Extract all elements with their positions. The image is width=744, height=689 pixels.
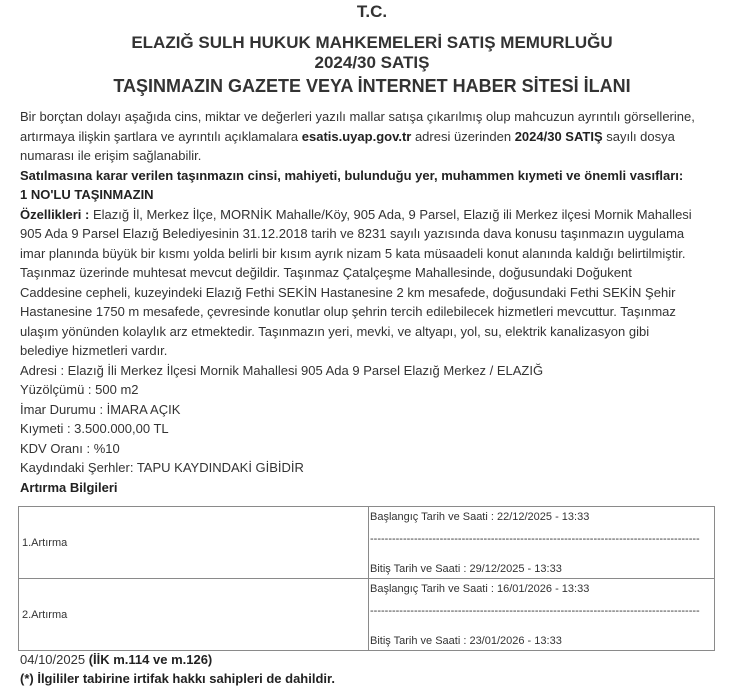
- announcement-date: 04/10/2025: [20, 652, 89, 667]
- section-heading: Satılmasına karar verilen taşınmazın cinsi, mahiyeti, bulunduğu yer, muhammen kıymeti ve önemli vasıfları:: [20, 168, 684, 183]
- auction-table: [18, 506, 715, 651]
- auction-heading: Artırma Bilgileri: [20, 480, 118, 495]
- features-line-3: imar planında büyük bir kısmı yolda belirli bir kısım ayrık nizam 5 kata müsaadeli konut alanında kaldığı belirtilmiştir.: [20, 246, 686, 261]
- footer-date-line: [20, 650, 730, 670]
- file-heading: 2024/30 SATIŞ: [314, 53, 430, 72]
- law-reference: (İİK m.114 ve m.126): [88, 652, 213, 667]
- value-line: Kıymeti : 3.500.000,00 TL: [20, 421, 169, 436]
- features-line-7: ulaşım yönünden kolaylık arz etmektedir. Taşınmazın yeri, mevki, ve altyapı, yol, su, elektrik kanalizasyon gibi: [20, 324, 650, 339]
- intro-line-1: Bir borçtan dolayı aşağıda cins, miktar ve değerleri yazılı mallar satışa çıkarılmış olup mahcuzun ayrıntılı görsellerine,: [20, 109, 695, 124]
- features-text-1: Elazığ İl, Merkez İlçe, MORNİK Mahalle/Köy, 905 Ada, 9 Parsel, Elazığ ili Merkez ilçesi Mornik Mahallesi: [92, 207, 692, 222]
- auction-dates: [369, 579, 715, 651]
- intro-text-b: adresi üzerinden: [411, 129, 515, 144]
- esatis-link[interactable]: esatis.uyap.gov.tr: [301, 129, 412, 144]
- features-line-6: Hastanesine 1750 m mesafede, çevresinde konutlar olup şehrin tercih edilebilecek hizmetleri mevcuttur. Taşınmaz: [20, 304, 676, 319]
- intro-line-3: numarası ile erişim sağlanabilir.: [20, 148, 202, 163]
- table-row: [19, 579, 715, 651]
- file-reference: 2024/30 SATIŞ: [514, 129, 603, 144]
- auction-end: Bitiş Tarih ve Saati : 23/01/2026 - 13:33: [370, 634, 562, 647]
- auction-start: Başlangıç Tarih ve Saati : 22/12/2025 - 13:33: [370, 510, 590, 523]
- auction-start: Başlangıç Tarih ve Saati : 16/01/2026 - 13:33: [370, 582, 590, 595]
- auction-separator: ------------------------------------------------------------------------------------------: [370, 604, 700, 617]
- court-heading: ELAZIĞ SULH HUKUK MAHKEMELERİ SATIŞ MEMURLUĞU: [131, 33, 613, 52]
- tc-heading: T.C.: [356, 2, 388, 21]
- features-line-4: Taşınmaz üzerinde muhtesat mevcut değildir. Taşınmaz Çatalçeşme Mahallesinde, doğusundaki Doğukent: [20, 265, 632, 280]
- features-label: Özellikleri :: [20, 207, 93, 222]
- auction-end: Bitiş Tarih ve Saati : 29/12/2025 - 13:33: [370, 562, 562, 575]
- zoning-line: İmar Durumu : İMARA AÇIK: [20, 402, 181, 417]
- intro-line-2: [20, 127, 730, 147]
- features-line-5: Caddesine cepheli, kuzeyindeki Elazığ Fethi SEKİN Hastanesine 2 km mesafede, doğusundaki Fethi SEKİN Şehir: [20, 285, 676, 300]
- table-row: [19, 507, 715, 579]
- announcement-title: TAŞINMAZIN GAZETE VEYA İNTERNET HABER SİTESİ İLANI: [113, 76, 631, 96]
- footer-note: (*) İlgililer tabirine irtifak hakkı sahipleri de dahildir.: [20, 671, 335, 686]
- features-line-1: [20, 205, 730, 225]
- address-line: Adresi : Elazığ İli Merkez İlçesi Mornik Mahallesi 905 Ada 9 Parsel Elazığ Merkez / ELAZIĞ: [20, 363, 544, 378]
- area-line: Yüzölçümü : 500 m2: [20, 382, 139, 397]
- annotations-line: Kaydındaki Şerhler: TAPU KAYDINDAKİ GİBİDİR: [20, 460, 304, 475]
- intro-text-a: artırmaya ilişkin şartlara ve ayrıntılı açıklamalara: [20, 129, 302, 144]
- auction-dates: [369, 507, 715, 579]
- auction-label: 2.Artırma: [19, 579, 369, 651]
- intro-text-c: sayılı dosya: [602, 129, 675, 144]
- features-line-8: belediye hizmetleri vardır.: [20, 343, 168, 358]
- auction-label: 1.Artırma: [19, 507, 369, 579]
- property-heading: 1 NO'LU TAŞINMAZIN: [20, 187, 154, 202]
- features-line-2: 905 Ada 9 Parsel Elazığ Belediyesinin 31.12.2018 tarih ve 8231 sayılı yazısında dava konusu taşınmazın uygulama: [20, 226, 685, 241]
- vat-line: KDV Oranı : %10: [20, 441, 120, 456]
- auction-separator: ------------------------------------------------------------------------------------------: [370, 532, 700, 545]
